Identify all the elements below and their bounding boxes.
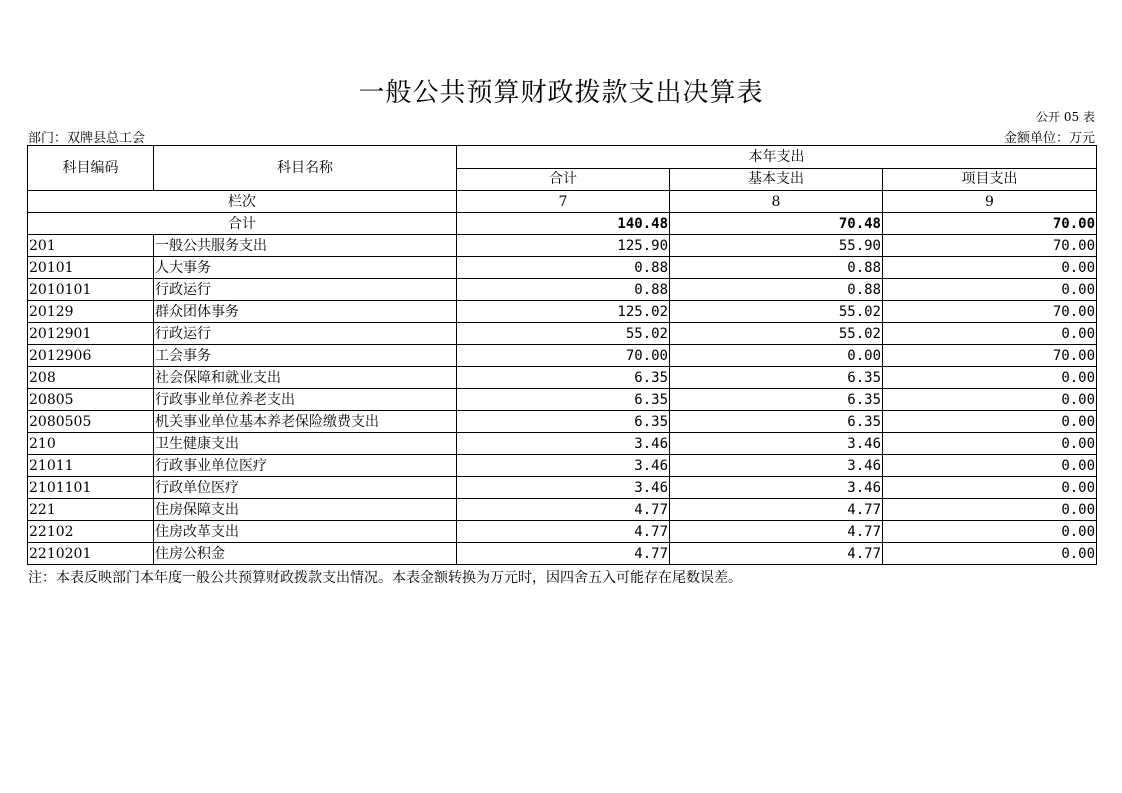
row-total: 125.90 (457, 235, 670, 257)
row-total: 3.46 (457, 455, 670, 477)
column-row-label: 栏次 (28, 191, 457, 213)
row-basic: 55.02 (670, 323, 883, 345)
table-row (28, 455, 1097, 477)
row-name: 人大事务 (154, 257, 457, 279)
row-basic: 6.35 (670, 411, 883, 433)
table-row (28, 411, 1097, 433)
row-code: 20129 (28, 301, 154, 323)
row-project: 0.00 (883, 257, 1097, 279)
total-row-project: 70.00 (883, 213, 1097, 235)
header-year-expense: 本年支出 (457, 146, 1097, 169)
row-total: 55.02 (457, 323, 670, 345)
row-code: 2010101 (28, 279, 154, 301)
row-basic: 3.46 (670, 433, 883, 455)
row-total: 125.02 (457, 301, 670, 323)
table-row (28, 323, 1097, 345)
footnote: 注：本表反映部门本年度一般公共预算财政拨款支出情况。本表金额转换为万元时，因四舍五入可能存在尾数误差。 (28, 570, 742, 586)
total-row (28, 213, 1097, 235)
row-code: 2101101 (28, 477, 154, 499)
row-name: 卫生健康支出 (154, 433, 457, 455)
row-basic: 0.88 (670, 257, 883, 279)
form-number: 公开 05 表 (1036, 110, 1095, 124)
row-name: 住房公积金 (154, 543, 457, 565)
department-label: 部门：双牌县总工会 (28, 131, 146, 146)
row-name: 行政事业单位养老支出 (154, 389, 457, 411)
expenditure-table (27, 145, 1097, 565)
row-total: 6.35 (457, 367, 670, 389)
row-basic: 0.00 (670, 345, 883, 367)
header-code: 科目编码 (28, 146, 154, 191)
row-project: 0.00 (883, 521, 1097, 543)
row-total: 3.46 (457, 433, 670, 455)
total-row-basic: 70.48 (670, 213, 883, 235)
row-total: 4.77 (457, 543, 670, 565)
row-total: 3.46 (457, 477, 670, 499)
row-basic: 3.46 (670, 455, 883, 477)
table-row (28, 543, 1097, 565)
row-code: 2012906 (28, 345, 154, 367)
row-total: 0.88 (457, 257, 670, 279)
row-name: 住房改革支出 (154, 521, 457, 543)
row-basic: 4.77 (670, 499, 883, 521)
row-name: 一般公共服务支出 (154, 235, 457, 257)
row-project: 0.00 (883, 279, 1097, 301)
row-name: 行政单位医疗 (154, 477, 457, 499)
row-total: 6.35 (457, 411, 670, 433)
row-name: 行政运行 (154, 323, 457, 345)
row-code: 2210201 (28, 543, 154, 565)
table-row (28, 499, 1097, 521)
row-code: 2012901 (28, 323, 154, 345)
row-project: 0.00 (883, 389, 1097, 411)
row-basic: 55.90 (670, 235, 883, 257)
col-number-total: 7 (457, 191, 670, 213)
row-basic: 55.02 (670, 301, 883, 323)
table-row (28, 389, 1097, 411)
row-total: 0.88 (457, 279, 670, 301)
page-title: 一般公共预算财政拨款支出决算表 (358, 78, 764, 108)
amount-unit-label: 金额单位：万元 (1003, 131, 1095, 146)
total-row-total: 140.48 (457, 213, 670, 235)
table-row (28, 433, 1097, 455)
row-code: 210 (28, 433, 154, 455)
row-basic: 3.46 (670, 477, 883, 499)
row-project: 0.00 (883, 477, 1097, 499)
row-code: 221 (28, 499, 154, 521)
row-total: 6.35 (457, 389, 670, 411)
row-project: 0.00 (883, 455, 1097, 477)
table-row (28, 477, 1097, 499)
table-row (28, 257, 1097, 279)
header-name: 科目名称 (154, 146, 457, 191)
header-basic: 基本支出 (670, 168, 883, 191)
row-basic: 4.77 (670, 543, 883, 565)
row-name: 工会事务 (154, 345, 457, 367)
row-project: 0.00 (883, 433, 1097, 455)
row-basic: 6.35 (670, 389, 883, 411)
row-name: 机关事业单位基本养老保险缴费支出 (154, 411, 457, 433)
column-number-row (28, 191, 1097, 213)
row-code: 20101 (28, 257, 154, 279)
table-row (28, 367, 1097, 389)
header-project: 项目支出 (883, 168, 1097, 191)
row-total: 70.00 (457, 345, 670, 367)
row-project: 0.00 (883, 543, 1097, 565)
row-project: 0.00 (883, 411, 1097, 433)
row-code: 21011 (28, 455, 154, 477)
row-total: 4.77 (457, 499, 670, 521)
row-code: 22102 (28, 521, 154, 543)
header-row-1 (28, 146, 1097, 169)
total-row-label: 合计 (28, 213, 457, 235)
row-code: 2080505 (28, 411, 154, 433)
row-project: 70.00 (883, 301, 1097, 323)
col-number-basic: 8 (670, 191, 883, 213)
col-number-project: 9 (883, 191, 1097, 213)
row-name: 行政运行 (154, 279, 457, 301)
row-basic: 6.35 (670, 367, 883, 389)
table-row (28, 279, 1097, 301)
row-code: 208 (28, 367, 154, 389)
row-total: 4.77 (457, 521, 670, 543)
row-project: 0.00 (883, 323, 1097, 345)
header-total: 合计 (457, 168, 670, 191)
row-project: 70.00 (883, 345, 1097, 367)
row-name: 群众团体事务 (154, 301, 457, 323)
row-basic: 4.77 (670, 521, 883, 543)
row-name: 住房保障支出 (154, 499, 457, 521)
row-project: 0.00 (883, 499, 1097, 521)
table-row (28, 301, 1097, 323)
row-name: 社会保障和就业支出 (154, 367, 457, 389)
row-code: 201 (28, 235, 154, 257)
row-code: 20805 (28, 389, 154, 411)
table-row (28, 235, 1097, 257)
row-project: 0.00 (883, 367, 1097, 389)
table-row (28, 521, 1097, 543)
table-row (28, 345, 1097, 367)
row-project: 70.00 (883, 235, 1097, 257)
row-name: 行政事业单位医疗 (154, 455, 457, 477)
row-basic: 0.88 (670, 279, 883, 301)
